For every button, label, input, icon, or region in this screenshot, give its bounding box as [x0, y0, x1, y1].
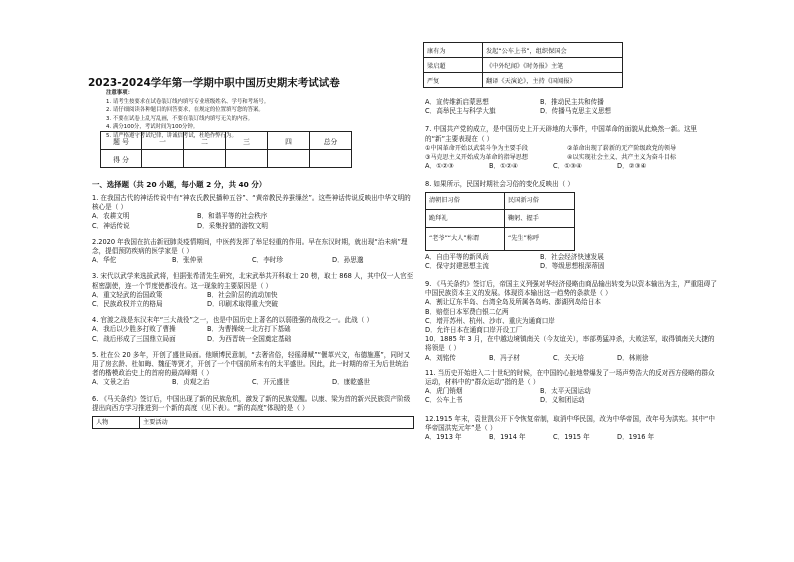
table-cell: “老爷”“大人”称谓 [426, 227, 505, 250]
option-a[interactable]: A．文景之治 [92, 378, 130, 387]
note-line: 4. 满分100分，考试时间为100分钟。 [106, 124, 199, 130]
note-line: 5. 请严格遵守考试纪律，讲诚信考试，杜绝作弊行为。 [106, 132, 237, 139]
option-c[interactable]: C．战后形成了三国鼎立局面 [92, 334, 176, 343]
option-d[interactable]: D．采集狩猎的游牧文明 [197, 221, 269, 230]
option-c[interactable]: C．①③④ [553, 162, 582, 171]
question-12: 12.1915 年末，袁世凯公开下令恢复帝制，取消中华民国，改为中华帝国，改年号为洪宪。其中“中华帝国洪宪元年”是（ ） [425, 414, 715, 432]
option-a[interactable]: A．自由平等的新风尚 [425, 252, 489, 261]
table-cell: 严复 [424, 73, 483, 88]
option-b[interactable]: B．太平天国运动 [540, 387, 591, 396]
question-10: 10．1885 年 3 月，在中越边境镇南关（今友谊关），率部勇猛冲杀，大败法军，取得镇南关大捷的将领是（ ） [425, 335, 715, 353]
statement-4: ④以实现社会主义、共产主义为奋斗目标 [567, 154, 677, 162]
option-c[interactable]: C．开元盛世 [252, 378, 290, 387]
option-a[interactable]: A．宣传维新启蒙思想 [425, 98, 489, 106]
question-3: 3. 宋代以武学来选拔武将，但据张希清先生研究，北宋武举共开科取士 20 榜，取士 868 人，其中仅一人官至枢密副使，连一个节度使都没有。这一现象的主要原因是（ ） [92, 272, 414, 290]
q6-table [92, 416, 414, 429]
score-row-label: 得 分 [101, 150, 142, 168]
option-d[interactable]: D．康乾盛世 [332, 378, 371, 387]
option-b[interactable]: B．①②④ [489, 162, 518, 171]
table-cell: 鞠躬、握手 [505, 210, 575, 228]
option-b[interactable]: B．推动民主共和传播 [540, 98, 604, 106]
table-cell: “先生”称呼 [505, 227, 575, 250]
score-header: 三 [226, 132, 268, 150]
option-c[interactable]: C．李时珍 [252, 256, 283, 265]
score-cell[interactable] [184, 150, 226, 168]
option-c[interactable]: C．1915 年 [553, 433, 590, 442]
option-a[interactable]: A．1913 年 [425, 433, 462, 442]
option-d[interactable]: D．孙思邈 [332, 256, 364, 265]
option-b[interactable]: B．社会阶层的流动加快 [207, 290, 278, 299]
table-cell: 翻译《天演论》，主持《国闻报》 [483, 73, 623, 88]
option-c[interactable]: C．增开苏州、杭州、沙市、重庆为通商口岸 [425, 316, 555, 325]
table-cell: 梁启超 [424, 58, 483, 73]
option-d[interactable]: D．1916 年 [617, 433, 655, 442]
table-cell: 民国新习俗 [505, 192, 575, 210]
option-a[interactable]: A．我后以少胜多打败了曹操 [92, 325, 176, 334]
option-a[interactable]: A．割让辽东半岛、台湾全岛及所属各岛屿、澎湖列岛给日本 [425, 298, 601, 307]
notes-title: 注意事项： [106, 90, 133, 96]
table-cell: 清朝旧习俗 [426, 192, 505, 210]
table-cell: 康有为 [424, 43, 483, 58]
note-line: 2. 请仔细阅读各种题目的回答要求，在规定的位置填写您的答案。 [106, 107, 264, 113]
q8-table [425, 192, 575, 251]
score-cell[interactable] [310, 150, 352, 168]
option-b[interactable]: B．赔偿日本军费白银二亿两 [425, 307, 509, 316]
option-c[interactable]: C．公车上书 [425, 396, 463, 405]
option-d[interactable]: D．传播马克思主义思想 [540, 107, 612, 116]
statement-3: ③马克思主义开始成为革命的指导思想 [425, 154, 528, 162]
option-a[interactable]: A．华佗 [92, 256, 117, 265]
statement-1: ①中国革命开始以武装斗争为主要手段 [425, 144, 528, 152]
question-9: 9. 《马关条约》签订后，帝国主义列强对华经济侵略由商品输出转变为以资本输出为主，严重阻碍了中国民族资本主义的发展。体现资本输出这一趋势的条款是（ ） [425, 280, 717, 298]
option-d[interactable]: D．允许日本在通商口岸开设工厂 [425, 326, 523, 335]
question-8: 8. 如果所示，民国时期社会习俗的变化反映出（ ） [425, 180, 574, 189]
option-a[interactable]: A．农耕文明 [92, 212, 130, 221]
section-heading: 一、选择题（共 20 小题，每小题 2 分，共 40 分） [92, 180, 267, 189]
option-d[interactable]: D．林则徐 [617, 353, 649, 362]
option-a[interactable]: A．①②③ [425, 162, 454, 171]
option-c[interactable]: C．民族政权并立的格局 [92, 300, 163, 309]
score-header: 题 号 [101, 132, 142, 150]
score-cell[interactable] [226, 150, 268, 168]
question-1: 1. 在我国古代的神话传说中有“神农氏教民播种五谷”、“黄帝教民养蚕缫丝”。这些神话传说反映出中华文明的核心是（ ） [92, 194, 411, 212]
option-c[interactable]: C．神话传说 [92, 221, 130, 230]
option-b[interactable]: B．张仲景 [172, 256, 203, 265]
question-4: 4. 官渡之战是东汉末年“三大战役”之一，也是中国历史上著名的以弱胜强的战役之一。此战（ ） [92, 316, 374, 325]
option-a[interactable]: A．虎门销烟 [425, 387, 463, 396]
option-b[interactable]: B．1914 年 [489, 433, 526, 442]
option-b[interactable]: B．贞观之治 [172, 378, 210, 387]
left-questions [92, 194, 414, 429]
option-d[interactable]: D．②③④ [617, 162, 647, 171]
exam-title: 2023-2024学年第一学期中职中国历史期末考试试卷 [88, 77, 340, 89]
q6-continued-table [423, 42, 623, 88]
right-questions [425, 98, 717, 442]
statement-2: ②革命出现了崭新的无产阶级政党的领导 [567, 144, 677, 152]
option-b[interactable]: B．冯子材 [489, 353, 520, 362]
question-6: 6. 《马关条约》签订后，中国出现了新的民族危机，激发了新的民族觉醒。以康、梁为首的新兴民族资产阶级提出向西方学习推进到一个新的高度（见下表）。“新的高度”体现的是（ ） [92, 394, 411, 412]
option-d[interactable]: D．等级思想根深蒂固 [540, 261, 605, 270]
table-cell: 《中外纪闻》《时务报》主笔 [483, 58, 623, 73]
score-header: 四 [268, 132, 310, 150]
question-2: 2.2020 年我国在抗击新冠肺炎疫情期间，中医药发挥了举足轻重的作用。早在东汉时期，就出现“治未病”理念，提倡预防疾病的医学家是（ ） [92, 237, 408, 256]
question-7: 7. 中国共产党的成立，是中国历史上开天辟地的大事件，中国革命的面貌从此焕然一新。这里的“新”主要表现在（ ） [425, 125, 698, 143]
option-d[interactable]: D．为西晋统一全国奠定基础 [207, 334, 292, 343]
table-header: 人物 [93, 417, 140, 429]
score-cell[interactable] [142, 150, 184, 168]
question-5: 5. 杜在公 20 多年，开创了盛世局面。他顺博民意制，“去奢省俗，轻徭薄赋”“偃革兴文，布德施惠”，同时又用了房玄龄、杜如晦、魏征等贤才，开创了一个中国前所未有的太平盛世。因此，此一时期的帝王为后世统治者的楷模政治史上的首府的最高峰期（ ） [92, 350, 411, 378]
table-header: 主要活动 [140, 417, 414, 429]
table-cell: 跪拜礼 [426, 210, 505, 228]
option-b[interactable]: B．社会经济快速发展 [540, 252, 604, 261]
option-c[interactable]: C．关天培 [553, 353, 584, 362]
score-table [100, 131, 352, 168]
option-d[interactable]: D．义和团运动 [540, 396, 585, 405]
score-header: 一 [142, 132, 184, 150]
option-d[interactable]: D．印刷术取得重大突破 [207, 300, 279, 309]
score-header: 二 [184, 132, 226, 150]
note-line: 3. 不要在试卷上乱写乱画，不要在装订线内填写无关的内容。 [106, 115, 254, 122]
option-b[interactable]: B．为曹操统一北方打下基础 [207, 325, 291, 334]
option-a[interactable]: A．重文轻武的治国政策 [92, 290, 163, 299]
table-cell: 发起“公车上书”，组织保国会 [483, 43, 623, 58]
option-c[interactable]: C．保守封建思想主流 [425, 261, 489, 270]
option-a[interactable]: A．刘铭传 [425, 353, 456, 362]
option-c[interactable]: C．高举民主与科学大旗 [425, 107, 496, 116]
option-b[interactable]: B．和谐平等的社会秩序 [197, 212, 268, 221]
score-cell[interactable] [268, 150, 310, 168]
score-header: 总分 [310, 132, 352, 150]
question-11: 11. 当历史开始进入二十世纪的时候，在中国的心脏地带爆发了一场声势浩大的反对西方侵略的群众运动，材料中的“群众运动”指的是（ ） [425, 368, 715, 387]
note-line: 1. 请考生按要求在试卷装订线内填写专业班级姓名、学号和考场号。 [106, 98, 270, 105]
